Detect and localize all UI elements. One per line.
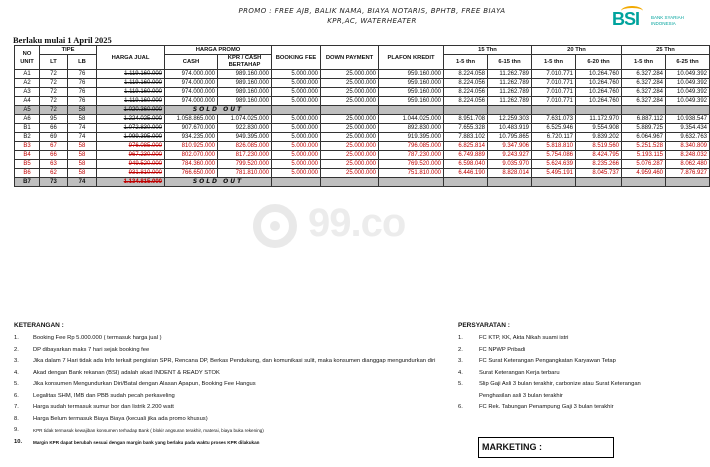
booking-fee-cell: 5.000.000 bbox=[272, 133, 321, 142]
header-15-6-15: 6-15 thn bbox=[488, 55, 532, 70]
unit-cell: B3 bbox=[15, 142, 40, 151]
installment-15-b-cell: 10.795.865 bbox=[488, 133, 532, 142]
unit-cell: A6 bbox=[15, 115, 40, 124]
list-item bbox=[14, 345, 444, 357]
harga-jual-cell: 949.520.000 bbox=[97, 160, 165, 169]
installment-15-a-cell: 8.224.058 bbox=[444, 70, 488, 79]
header-harga-jual: HARGA JUAL bbox=[97, 46, 165, 70]
installment-25-b-cell: 8.340.809 bbox=[666, 142, 710, 151]
installment-20-b-cell: 8.519.560 bbox=[576, 142, 622, 151]
lb-cell: 58 bbox=[68, 142, 97, 151]
lb-cell: 76 bbox=[68, 79, 97, 88]
installment-15-a-cell: 7.883.102 bbox=[444, 133, 488, 142]
unit-cell: A5 bbox=[15, 106, 40, 115]
plafon-cell: 959.160.000 bbox=[379, 79, 444, 88]
empty-cell bbox=[379, 178, 444, 187]
installment-25-b-cell: 10.938.547 bbox=[666, 115, 710, 124]
plafon-cell: 959.160.000 bbox=[379, 70, 444, 79]
list-text: Legalitas SHM, IMB dan PBB sudah pecah perkaveling bbox=[33, 392, 175, 399]
price-table-body bbox=[15, 70, 710, 187]
list-item bbox=[458, 368, 698, 380]
lb-cell: 74 bbox=[68, 124, 97, 133]
installment-25-b-cell: 10.049.392 bbox=[666, 88, 710, 97]
header-25-6-25: 6-25 thn bbox=[666, 55, 710, 70]
harga-jual-cell: 976.085.000 bbox=[97, 142, 165, 151]
harga-jual-cell: 1.134.815.000 bbox=[97, 178, 165, 187]
plafon-cell: 959.160.000 bbox=[379, 97, 444, 106]
list-text: Surat Keterangan Kerja terbaru bbox=[479, 369, 560, 376]
table-header-row-1 bbox=[15, 46, 710, 55]
installment-25-a-cell: 5.076.287 bbox=[622, 160, 666, 169]
table-row bbox=[15, 115, 710, 124]
empty-cell bbox=[488, 178, 532, 187]
unit-cell: B5 bbox=[15, 160, 40, 169]
installment-15-b-cell: 11.262.789 bbox=[488, 70, 532, 79]
cash-cell: 907.670.000 bbox=[165, 124, 218, 133]
persyaratan-title: PERSYARATAN : bbox=[458, 322, 510, 329]
header-harga-promo: HARGA PROMO bbox=[165, 46, 272, 55]
booking-fee-cell: 5.000.000 bbox=[272, 142, 321, 151]
plafon-cell: 787.230.000 bbox=[379, 151, 444, 160]
marketing-box: MARKETING : bbox=[478, 437, 614, 458]
lt-cell: 63 bbox=[40, 160, 68, 169]
harga-jual-cell: 1.119.160.000 bbox=[97, 88, 165, 97]
header-plafon-kredit: PLAFON KREDIT bbox=[379, 46, 444, 70]
harga-jual-cell: 967.230.000 bbox=[97, 151, 165, 160]
table-row bbox=[15, 97, 710, 106]
lb-cell: 74 bbox=[68, 133, 97, 142]
watermark-text: 99.co bbox=[308, 201, 406, 245]
list-item bbox=[14, 402, 444, 414]
installment-25-a-cell: 6.327.284 bbox=[622, 70, 666, 79]
table-row bbox=[15, 142, 710, 151]
empty-cell bbox=[444, 178, 488, 187]
installment-20-a-cell: 5.818.810 bbox=[532, 142, 576, 151]
empty-cell bbox=[576, 178, 622, 187]
unit-cell: B7 bbox=[15, 178, 40, 187]
installment-20-a-cell: 7.010.771 bbox=[532, 97, 576, 106]
plafon-cell: 1.044.025.000 bbox=[379, 115, 444, 124]
unit-cell: A2 bbox=[15, 79, 40, 88]
booking-fee-cell: 5.000.000 bbox=[272, 70, 321, 79]
lt-cell: 62 bbox=[40, 169, 68, 178]
installment-25-a-cell: 6.327.284 bbox=[622, 79, 666, 88]
lt-cell: 72 bbox=[40, 70, 68, 79]
unit-cell: B2 bbox=[15, 133, 40, 142]
list-item bbox=[458, 402, 698, 414]
list-item bbox=[458, 391, 698, 403]
list-item bbox=[14, 379, 444, 391]
unit-cell: A3 bbox=[15, 88, 40, 97]
table-row bbox=[15, 88, 710, 97]
table-row bbox=[15, 169, 710, 178]
installment-25-a-cell: 4.959.460 bbox=[622, 169, 666, 178]
installment-25-b-cell: 10.049.392 bbox=[666, 79, 710, 88]
sold-out-label: SOLD OUT bbox=[165, 178, 272, 187]
header-tipe: TIPE bbox=[40, 46, 97, 55]
plafon-cell: 892.830.000 bbox=[379, 124, 444, 133]
installment-15-a-cell: 6.446.190 bbox=[444, 169, 488, 178]
logo-subtitle: BANK SYARIAH INDONESIA bbox=[651, 15, 684, 26]
installment-15-b-cell: 9.243.927 bbox=[488, 151, 532, 160]
lb-cell: 58 bbox=[68, 169, 97, 178]
lt-cell: 72 bbox=[40, 106, 68, 115]
list-item bbox=[458, 345, 698, 357]
list-item bbox=[14, 425, 444, 437]
header-20-6-20: 6-20 thn bbox=[576, 55, 622, 70]
list-number: 4. bbox=[14, 369, 19, 376]
list-number: 1. bbox=[458, 335, 463, 341]
list-number: 4. bbox=[458, 369, 463, 376]
promo-line-2: KPR,AC, WATERHEATER bbox=[327, 17, 417, 25]
installment-25-b-cell: 10.049.392 bbox=[666, 70, 710, 79]
installment-20-a-cell: 6.720.117 bbox=[532, 133, 576, 142]
cash-cell: 974.000.000 bbox=[165, 79, 218, 88]
header-lb: LB bbox=[68, 55, 97, 70]
header-15-thn: 15 Thn bbox=[444, 46, 532, 55]
lb-cell: 76 bbox=[68, 70, 97, 79]
list-number: 6. bbox=[458, 404, 463, 410]
header-kpr-cash-bertahap: KPR / CASH BERTAHAP bbox=[218, 55, 272, 70]
harga-jual-cell: 1.119.160.000 bbox=[97, 79, 165, 88]
booking-fee-cell: 5.000.000 bbox=[272, 151, 321, 160]
cash-cell: 974.000.000 bbox=[165, 97, 218, 106]
list-text: Jika konsumen Mengundurkan Diri/Batal dengan Alasan Apapun, Booking Fee Hangus bbox=[33, 381, 256, 387]
list-item bbox=[14, 333, 444, 345]
installment-25-b-cell: 10.049.392 bbox=[666, 97, 710, 106]
installment-20-b-cell: 10.264.760 bbox=[576, 97, 622, 106]
header-cash: CASH bbox=[165, 55, 218, 70]
table-row bbox=[15, 133, 710, 142]
list-text: Slip Gaji Asli 3 bulan terakhir, carbonize atau Surat Keterangan bbox=[479, 381, 641, 387]
list-text: Akad dengan Bank rekanan (BSI) adalah akad INDENT & READY STOK bbox=[33, 369, 220, 376]
lb-cell: 76 bbox=[68, 97, 97, 106]
cash-cell: 974.000.000 bbox=[165, 88, 218, 97]
header-15-1-5: 1-5 thn bbox=[444, 55, 488, 70]
installment-25-b-cell: 9.632.763 bbox=[666, 133, 710, 142]
list-text: Harga Belum termasuk Biaya Biaya (kecuali jika ada promo khusus) bbox=[33, 415, 208, 422]
plafon-cell: 959.160.000 bbox=[379, 88, 444, 97]
kpr-cell: 1.074.025.000 bbox=[218, 115, 272, 124]
effective-date: Berlaku mulai 1 April 2025 bbox=[13, 35, 112, 45]
list-item bbox=[14, 391, 444, 403]
list-number: 8. bbox=[14, 415, 19, 422]
installment-15-b-cell: 12.259.303 bbox=[488, 115, 532, 124]
table-row bbox=[15, 106, 710, 115]
empty-cell bbox=[321, 106, 379, 115]
header-20-thn: 20 Thn bbox=[532, 46, 622, 55]
kpr-cell: 989.160.000 bbox=[218, 70, 272, 79]
header-booking-fee: BOOKING FEE bbox=[272, 46, 321, 70]
installment-25-a-cell: 5.193.115 bbox=[622, 151, 666, 160]
unit-cell: B1 bbox=[15, 124, 40, 133]
header-25-1-5: 1-5 thn bbox=[622, 55, 666, 70]
installment-15-b-cell: 8.828.014 bbox=[488, 169, 532, 178]
table-row bbox=[15, 178, 710, 187]
lb-cell: 58 bbox=[68, 160, 97, 169]
lt-cell: 66 bbox=[40, 124, 68, 133]
booking-fee-cell: 5.000.000 bbox=[272, 169, 321, 178]
lt-cell: 72 bbox=[40, 79, 68, 88]
list-text: KPR tidak termasuk kewajiban konsumen terhadap Bank ( blokir angsuran terakhir, materai, biaya buka rekening) bbox=[33, 428, 264, 433]
unit-cell: A1 bbox=[15, 70, 40, 79]
installment-20-a-cell: 5.754.086 bbox=[532, 151, 576, 160]
installment-25-b-cell: 9.354.434 bbox=[666, 124, 710, 133]
harga-jual-cell: 1.224.025.000 bbox=[97, 115, 165, 124]
kpr-cell: 817.230.000 bbox=[218, 151, 272, 160]
cash-cell: 934.235.000 bbox=[165, 133, 218, 142]
installment-20-a-cell: 5.495.191 bbox=[532, 169, 576, 178]
watermark bbox=[252, 203, 452, 253]
lb-cell: 58 bbox=[68, 151, 97, 160]
lt-cell: 95 bbox=[40, 115, 68, 124]
lb-cell: 74 bbox=[68, 178, 97, 187]
installment-20-a-cell: 5.624.639 bbox=[532, 160, 576, 169]
lt-cell: 72 bbox=[40, 88, 68, 97]
empty-cell bbox=[532, 178, 576, 187]
list-text: Jika dalam 7 Hari tidak ada Info terkait pengisian SPR, Rencana DP, Berkas Pendukung, dan komunikasi sulit, maka konsumen dianggap mengundurkan diri bbox=[33, 358, 436, 364]
installment-20-a-cell: 7.010.771 bbox=[532, 88, 576, 97]
down-payment-cell: 25.000.000 bbox=[321, 151, 379, 160]
installment-20-b-cell: 9.839.202 bbox=[576, 133, 622, 142]
price-table bbox=[14, 45, 710, 187]
empty-cell bbox=[576, 106, 622, 115]
persyaratan-list bbox=[458, 333, 698, 414]
list-item bbox=[458, 379, 698, 391]
empty-cell bbox=[321, 178, 379, 187]
cash-cell: 802.070.000 bbox=[165, 151, 218, 160]
harga-jual-cell: 1.072.830.000 bbox=[97, 124, 165, 133]
empty-cell bbox=[622, 178, 666, 187]
plafon-cell: 796.085.000 bbox=[379, 142, 444, 151]
plafon-cell: 919.395.000 bbox=[379, 133, 444, 142]
installment-15-a-cell: 8.224.056 bbox=[444, 88, 488, 97]
list-text: FC NPWP Pribadi bbox=[479, 346, 526, 353]
booking-fee-cell: 5.000.000 bbox=[272, 115, 321, 124]
installment-20-a-cell: 6.525.946 bbox=[532, 124, 576, 133]
lb-cell: 58 bbox=[68, 115, 97, 124]
list-number: 10. bbox=[14, 438, 23, 445]
harga-jual-cell: 1.119.160.000 bbox=[97, 97, 165, 106]
cash-cell: 810.925.000 bbox=[165, 142, 218, 151]
installment-20-a-cell: 7.010.771 bbox=[532, 79, 576, 88]
list-number: 7. bbox=[14, 404, 19, 410]
list-number: 2. bbox=[14, 346, 19, 353]
kpr-cell: 922.830.000 bbox=[218, 124, 272, 133]
kpr-cell: 826.085.000 bbox=[218, 142, 272, 151]
installment-15-a-cell: 6.598.040 bbox=[444, 160, 488, 169]
booking-fee-cell: 5.000.000 bbox=[272, 88, 321, 97]
harga-jual-cell: 1.119.160.000 bbox=[97, 70, 165, 79]
lt-cell: 72 bbox=[40, 97, 68, 106]
installment-15-b-cell: 9.347.906 bbox=[488, 142, 532, 151]
list-text: Penghasilan asli 3 bulan terakhir bbox=[479, 392, 563, 399]
installment-20-b-cell: 10.264.760 bbox=[576, 79, 622, 88]
list-text: Harga sudah termasuk sumur bor dan listrik 2.200 watt bbox=[33, 404, 174, 410]
pin-icon bbox=[252, 205, 298, 251]
installment-20-b-cell: 10.264.760 bbox=[576, 70, 622, 79]
installment-15-a-cell: 6.825.814 bbox=[444, 142, 488, 151]
down-payment-cell: 25.000.000 bbox=[321, 133, 379, 142]
empty-cell bbox=[444, 106, 488, 115]
booking-fee-cell: 5.000.000 bbox=[272, 124, 321, 133]
list-text: Booking Fee Rp 5.000.000 ( termasuk harga jual ) bbox=[33, 335, 162, 341]
lt-cell: 69 bbox=[40, 133, 68, 142]
installment-20-b-cell: 8.235.266 bbox=[576, 160, 622, 169]
header-lt: LT bbox=[40, 55, 68, 70]
down-payment-cell: 25.000.000 bbox=[321, 70, 379, 79]
installment-15-b-cell: 9.035.970 bbox=[488, 160, 532, 169]
installment-25-a-cell: 6.887.112 bbox=[622, 115, 666, 124]
plafon-cell: 769.520.000 bbox=[379, 160, 444, 169]
list-number: 1. bbox=[14, 335, 19, 341]
promo-banner bbox=[222, 6, 522, 26]
list-text: Margin KPR dapat berubah sesuai dengan margin bank yang berlaku pada waktu proses KPR dilakukan bbox=[33, 439, 260, 445]
installment-25-b-cell: 8.062.480 bbox=[666, 160, 710, 169]
unit-cell: A4 bbox=[15, 97, 40, 106]
installment-25-a-cell: 6.064.967 bbox=[622, 133, 666, 142]
installment-20-a-cell: 7.010.771 bbox=[532, 70, 576, 79]
cash-cell: 766.650.000 bbox=[165, 169, 218, 178]
installment-25-b-cell: 8.248.032 bbox=[666, 151, 710, 160]
list-item bbox=[14, 368, 444, 380]
installment-20-b-cell: 10.264.760 bbox=[576, 88, 622, 97]
empty-cell bbox=[272, 178, 321, 187]
down-payment-cell: 25.000.000 bbox=[321, 124, 379, 133]
empty-cell bbox=[272, 106, 321, 115]
empty-cell bbox=[488, 106, 532, 115]
list-text: DP dibayarkan maks 7 hari sejak booking fee bbox=[33, 346, 150, 353]
down-payment-cell: 25.000.000 bbox=[321, 142, 379, 151]
cash-cell: 1.058.865.000 bbox=[165, 115, 218, 124]
list-item bbox=[14, 356, 444, 368]
table-row bbox=[15, 151, 710, 160]
lb-cell: 58 bbox=[68, 106, 97, 115]
list-number: 5. bbox=[14, 381, 19, 387]
kpr-cell: 989.160.000 bbox=[218, 88, 272, 97]
installment-15-b-cell: 11.262.789 bbox=[488, 88, 532, 97]
installment-20-b-cell: 11.172.970 bbox=[576, 115, 622, 124]
installment-15-a-cell: 8.224.056 bbox=[444, 79, 488, 88]
lt-cell: 73 bbox=[40, 178, 68, 187]
installment-15-a-cell: 7.655.328 bbox=[444, 124, 488, 133]
kpr-cell: 949.395.000 bbox=[218, 133, 272, 142]
list-number: 3. bbox=[14, 358, 19, 364]
header-down-payment: DOWN PAYMENT bbox=[321, 46, 379, 70]
installment-15-b-cell: 11.262.789 bbox=[488, 79, 532, 88]
installment-20-b-cell: 8.424.795 bbox=[576, 151, 622, 160]
booking-fee-cell: 5.000.000 bbox=[272, 160, 321, 169]
table-row bbox=[15, 160, 710, 169]
list-text: FC Surat Keterangan Pengangkatan Karyawan Tetap bbox=[479, 358, 616, 364]
list-item bbox=[14, 437, 444, 449]
installment-20-a-cell: 7.631.073 bbox=[532, 115, 576, 124]
list-text: FC KTP, KK, Akta Nikah suami istri bbox=[479, 335, 569, 341]
down-payment-cell: 25.000.000 bbox=[321, 97, 379, 106]
list-number: 5. bbox=[458, 381, 463, 387]
empty-cell bbox=[666, 178, 710, 187]
header-no-unit: NO UNIT bbox=[15, 46, 40, 70]
down-payment-cell: 25.000.000 bbox=[321, 88, 379, 97]
table-row bbox=[15, 124, 710, 133]
installment-15-a-cell: 8.951.708 bbox=[444, 115, 488, 124]
logo-text: BSI bbox=[612, 9, 640, 29]
list-item bbox=[458, 356, 698, 368]
kpr-cell: 799.520.000 bbox=[218, 160, 272, 169]
cash-cell: 784.360.000 bbox=[165, 160, 218, 169]
installment-15-a-cell: 8.224.056 bbox=[444, 97, 488, 106]
bsi-logo bbox=[612, 8, 694, 38]
unit-cell: B4 bbox=[15, 151, 40, 160]
cash-cell: 974.000.000 bbox=[165, 70, 218, 79]
list-number: 9. bbox=[14, 427, 19, 433]
down-payment-cell: 25.000.000 bbox=[321, 169, 379, 178]
installment-25-b-cell: 7.876.927 bbox=[666, 169, 710, 178]
booking-fee-cell: 5.000.000 bbox=[272, 97, 321, 106]
table-row bbox=[15, 79, 710, 88]
unit-cell: B6 bbox=[15, 169, 40, 178]
empty-cell bbox=[666, 106, 710, 115]
list-text: FC Rek. Tabungan Penampung Gaji 3 bulan terakhir bbox=[479, 404, 614, 410]
kpr-cell: 989.160.000 bbox=[218, 97, 272, 106]
list-item bbox=[14, 414, 444, 426]
keterangan-list bbox=[14, 333, 444, 448]
installment-25-a-cell: 6.327.284 bbox=[622, 88, 666, 97]
down-payment-cell: 25.000.000 bbox=[321, 160, 379, 169]
list-number: 3. bbox=[458, 358, 463, 364]
kpr-cell: 781.810.000 bbox=[218, 169, 272, 178]
harga-jual-cell: 931.810.000 bbox=[97, 169, 165, 178]
down-payment-cell: 25.000.000 bbox=[321, 79, 379, 88]
installment-15-b-cell: 11.262.789 bbox=[488, 97, 532, 106]
harga-jual-cell: 1.099.395.000 bbox=[97, 133, 165, 142]
kpr-cell: 989.160.000 bbox=[218, 79, 272, 88]
down-payment-cell: 25.000.000 bbox=[321, 115, 379, 124]
keterangan-title: KETERANGAN : bbox=[14, 322, 64, 329]
list-item bbox=[458, 333, 698, 345]
sold-out-label: SOLD OUT bbox=[165, 106, 272, 115]
installment-15-b-cell: 10.483.919 bbox=[488, 124, 532, 133]
list-number: 6. bbox=[14, 392, 19, 399]
promo-line-1: PROMO : FREE AJB, BALIK NAMA, BIAYA NOTARIS, BPHTB, FREE BIAYA bbox=[238, 7, 506, 15]
harga-jual-cell: 1.020.360.000 bbox=[97, 106, 165, 115]
lb-cell: 76 bbox=[68, 88, 97, 97]
installment-20-b-cell: 9.554.908 bbox=[576, 124, 622, 133]
installment-15-a-cell: 6.749.889 bbox=[444, 151, 488, 160]
empty-cell bbox=[379, 106, 444, 115]
header-20-1-5: 1-5 thn bbox=[532, 55, 576, 70]
list-number: 2. bbox=[458, 346, 463, 353]
installment-20-b-cell: 8.045.737 bbox=[576, 169, 622, 178]
plafon-cell: 751.810.000 bbox=[379, 169, 444, 178]
installment-25-a-cell: 5.251.528 bbox=[622, 142, 666, 151]
booking-fee-cell: 5.000.000 bbox=[272, 79, 321, 88]
lt-cell: 66 bbox=[40, 151, 68, 160]
header-25-thn: 25 Thn bbox=[622, 46, 710, 55]
lt-cell: 67 bbox=[40, 142, 68, 151]
installment-25-a-cell: 5.889.725 bbox=[622, 124, 666, 133]
installment-25-a-cell: 6.327.284 bbox=[622, 97, 666, 106]
table-row bbox=[15, 70, 710, 79]
empty-cell bbox=[532, 106, 576, 115]
empty-cell bbox=[622, 106, 666, 115]
